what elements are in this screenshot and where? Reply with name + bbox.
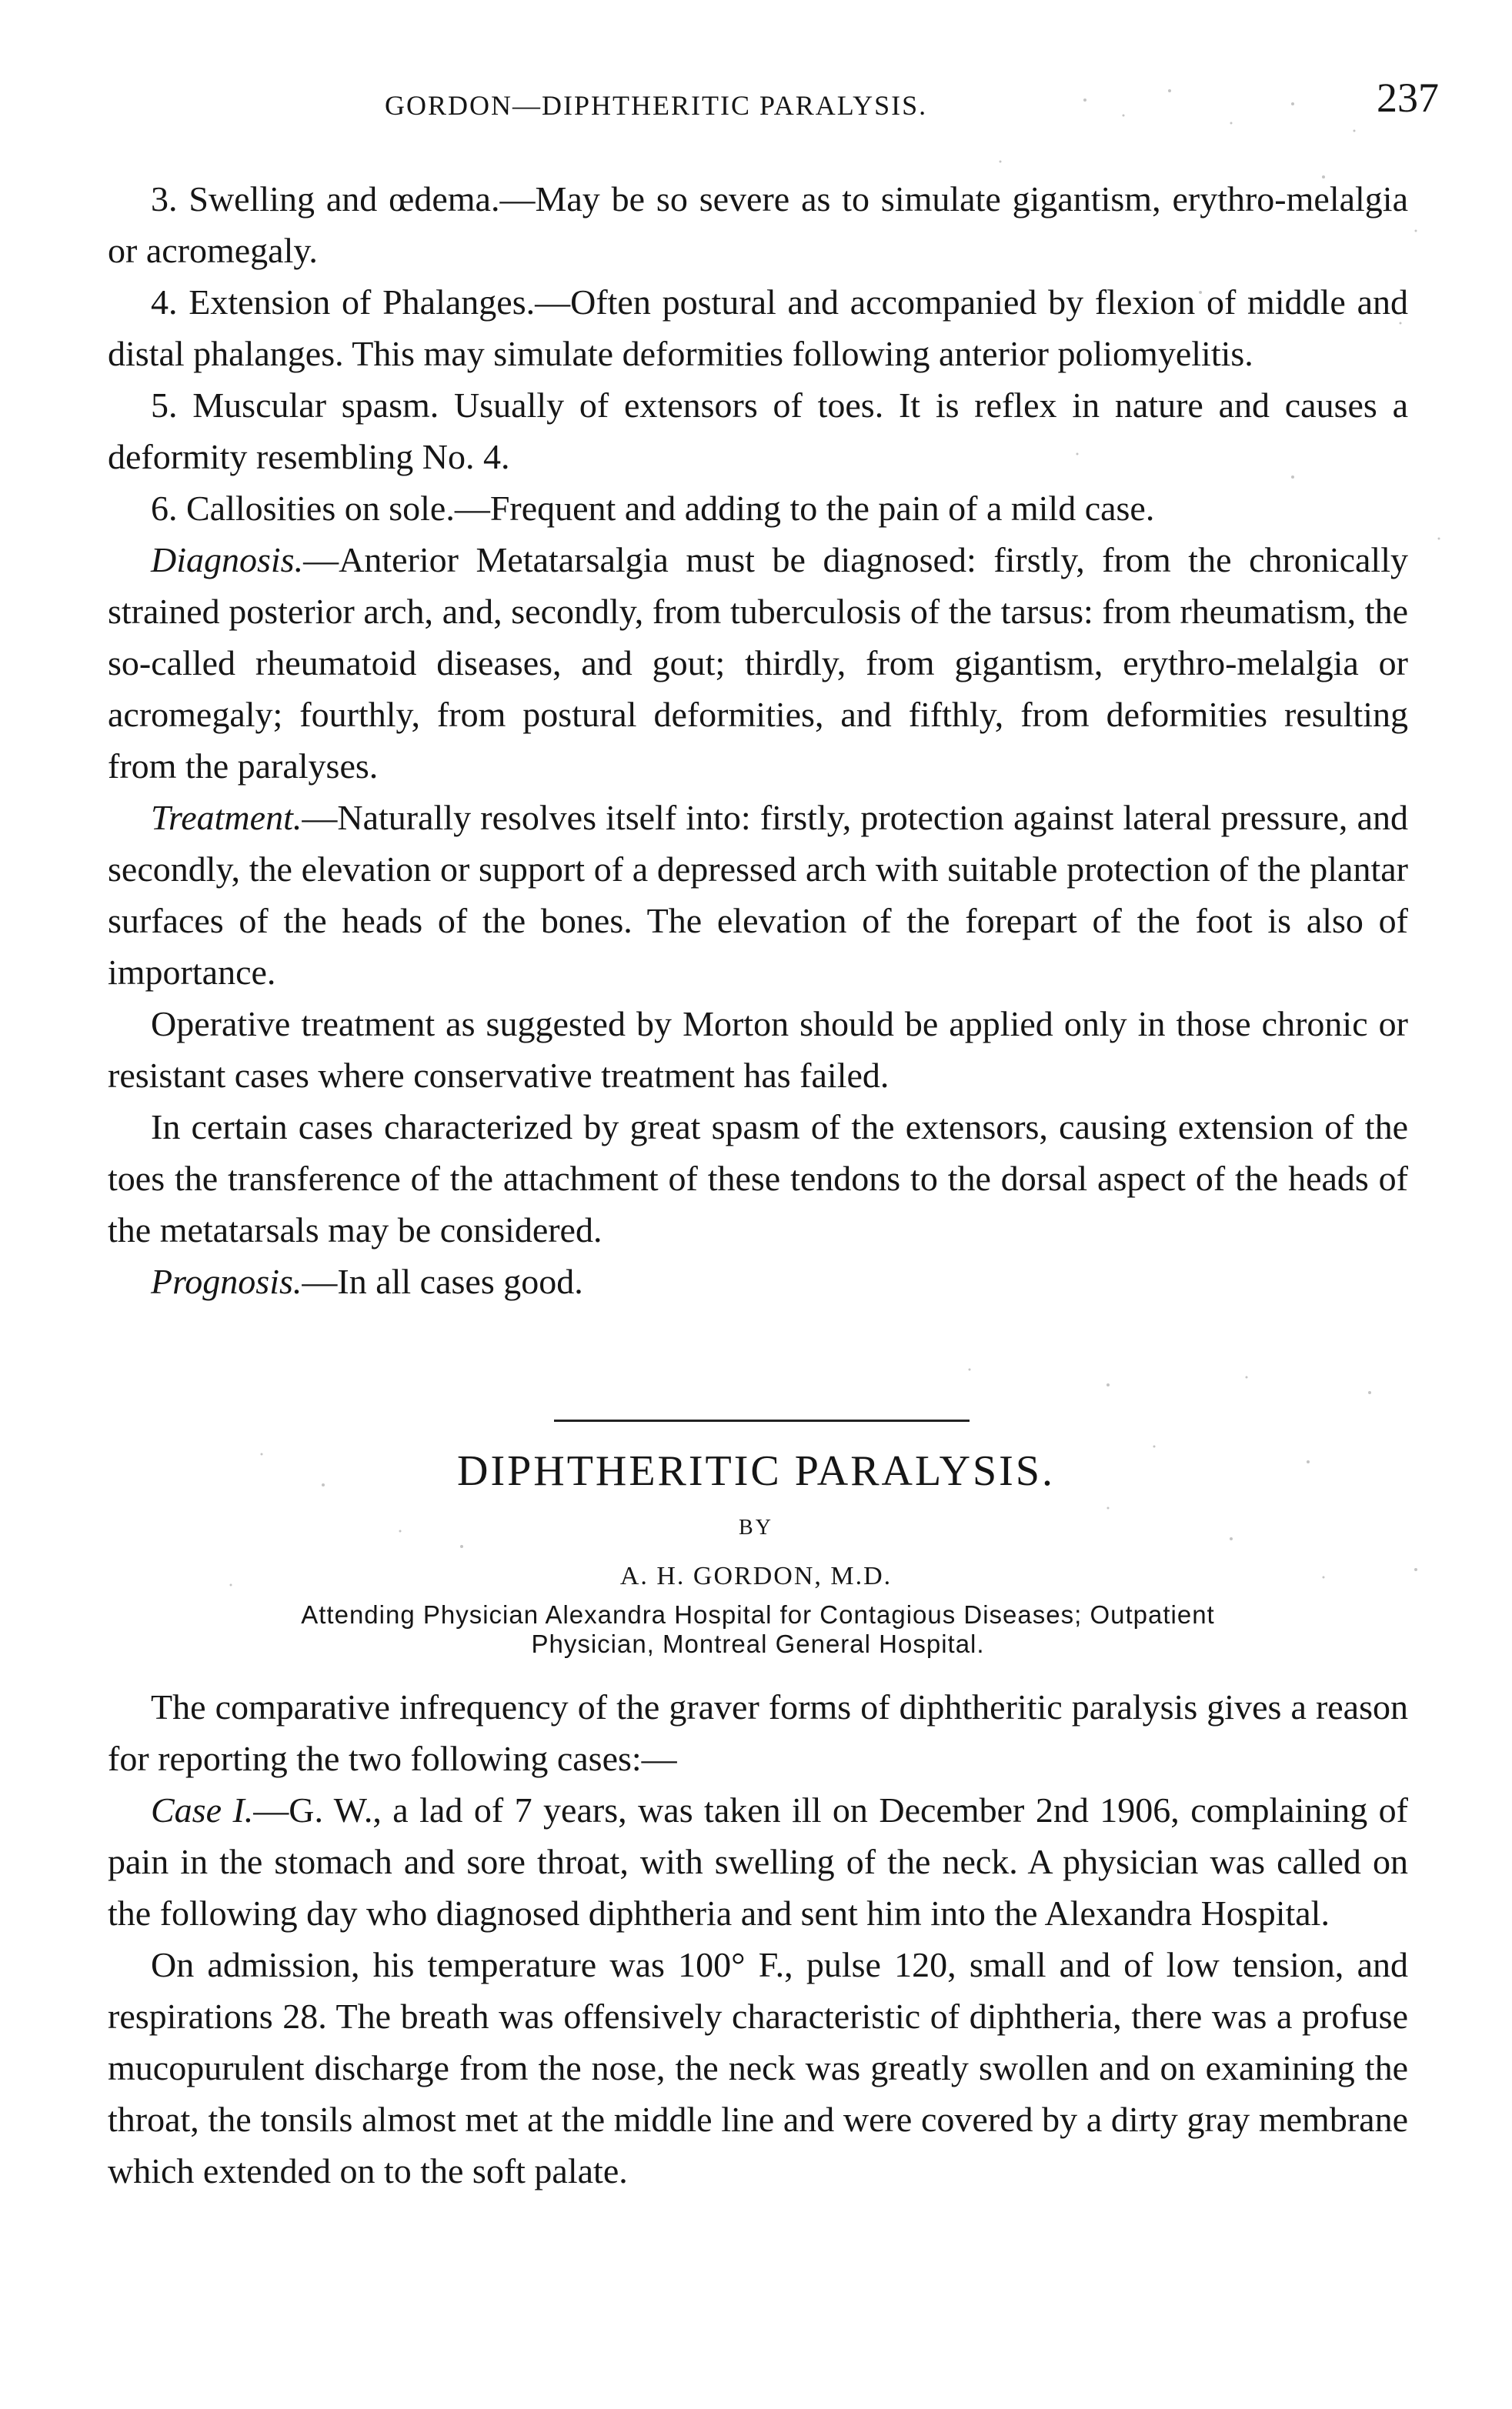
- paragraph-text: In certain cases characterized by great spasm of the extensors, causing extension of the toes the transference of the attachment of these tendons to the dorsal aspect of the heads of the metatarsals may be considered.: [108, 1107, 1408, 1250]
- operative-treatment-paragraph: [108, 998, 1408, 1101]
- case-report-section: [108, 1681, 1408, 2197]
- intro-paragraph: [108, 1681, 1408, 1784]
- prognosis-heading: Prognosis.: [151, 1262, 302, 1301]
- metatarsalgia-section: [108, 173, 1408, 1307]
- affiliation-line: Physician, Montreal General Hospital.: [531, 1630, 985, 1658]
- admission-paragraph: [108, 1939, 1408, 2197]
- diagnosis-paragraph: [108, 534, 1408, 792]
- item-swelling-oedema: [108, 173, 1408, 276]
- item-callosities: [108, 482, 1408, 534]
- item-extension-phalanges: [108, 276, 1408, 379]
- affiliation-line: Attending Physician Alexandra Hospital for Contagious Diseases; Outpatient: [301, 1600, 1215, 1629]
- paragraph-text: Operative treatment as suggested by Morton should be applied only in those chronic or resistant cases where conservative treatment has failed.: [108, 1004, 1408, 1095]
- page-number: 237: [1377, 75, 1439, 121]
- running-head: [385, 74, 1439, 143]
- running-head-title: GORDON—DIPHTHERITIC PARALYSIS.: [385, 90, 928, 121]
- paragraph-text: The comparative infrequency of the graver forms of diphtheritic paralysis gives a reason for reporting the two following cases:—: [108, 1687, 1408, 1778]
- diagnosis-text: —Anterior Metatarsalgia must be diagnosed: firstly, from the chronically strained posterior arch, and, secondly, from tuberculosis of the tarsus: from rheumatism, the so-called rheumatoid diseases, and gout; thirdly, from gigantism, erythro-melalgia or acromegaly; fourthly, from postural deformities, and fifthly, from deformities resulting from the paralyses.: [108, 540, 1408, 786]
- case-one-heading: Case I.: [151, 1790, 254, 1830]
- case-one-text: —G. W., a lad of 7 years, was taken ill on December 2nd 1906, complaining of pain in the stomach and sore throat, with swelling of the neck. A physician was called on the following day who diagnosed diphtheria and sent him into the Alexandra Hospital.: [108, 1790, 1408, 1933]
- byline: BY: [739, 1516, 773, 1540]
- case-one-paragraph: [108, 1784, 1408, 1939]
- item-muscular-spasm: [108, 379, 1408, 482]
- treatment-heading: Treatment.: [151, 798, 302, 837]
- item-text: 3. Swelling and œdema.—May be so severe as to simulate gigantism, erythro-melalgia or acromegaly.: [108, 179, 1408, 270]
- diagnosis-heading: Diagnosis.: [151, 540, 304, 579]
- article-title: DIPHTHERITIC PARALYSIS.: [457, 1447, 1055, 1495]
- prognosis-paragraph: [108, 1256, 1408, 1307]
- treatment-paragraph: [108, 792, 1408, 998]
- author-name: A. H. GORDON, M.D.: [619, 1562, 893, 1590]
- author-affiliation: [108, 1600, 1408, 1659]
- paragraph-text: On admission, his temperature was 100° F., pulse 120, small and of low tension, and respirations 28. The breath was offensively characteristic of diphtheria, there was a profuse mucopurulent discharge from the nose, the neck was greatly swollen and on examining the throat, the tonsils almost met at the middle line and were covered by a dirty gray membrane which extended on to the soft palate.: [108, 1945, 1408, 2190]
- section-divider: [554, 1420, 970, 1422]
- item-text: 4. Extension of Phalanges.—Often postural and accompanied by flexion of middle and distal phalanges. This may simulate deformities following anterior poliomyelitis.: [108, 282, 1408, 373]
- treatment-text: —Naturally resolves itself into: firstly, protection against lateral pressure, and secondly, the elevation or support of a depressed arch with suitable protection of the plantar surfaces of the heads of the bones. The elevation of the forepart of the foot is also of importance.: [108, 798, 1408, 992]
- item-text: 6. Callosities on sole.—Frequent and adding to the pain of a mild case.: [151, 489, 1155, 528]
- item-text: 5. Muscular spasm. Usually of extensors of toes. It is reflex in nature and causes a deformity resembling No. 4.: [108, 385, 1408, 476]
- prognosis-text: —In all cases good.: [302, 1262, 583, 1301]
- tendon-transference-paragraph: [108, 1101, 1408, 1256]
